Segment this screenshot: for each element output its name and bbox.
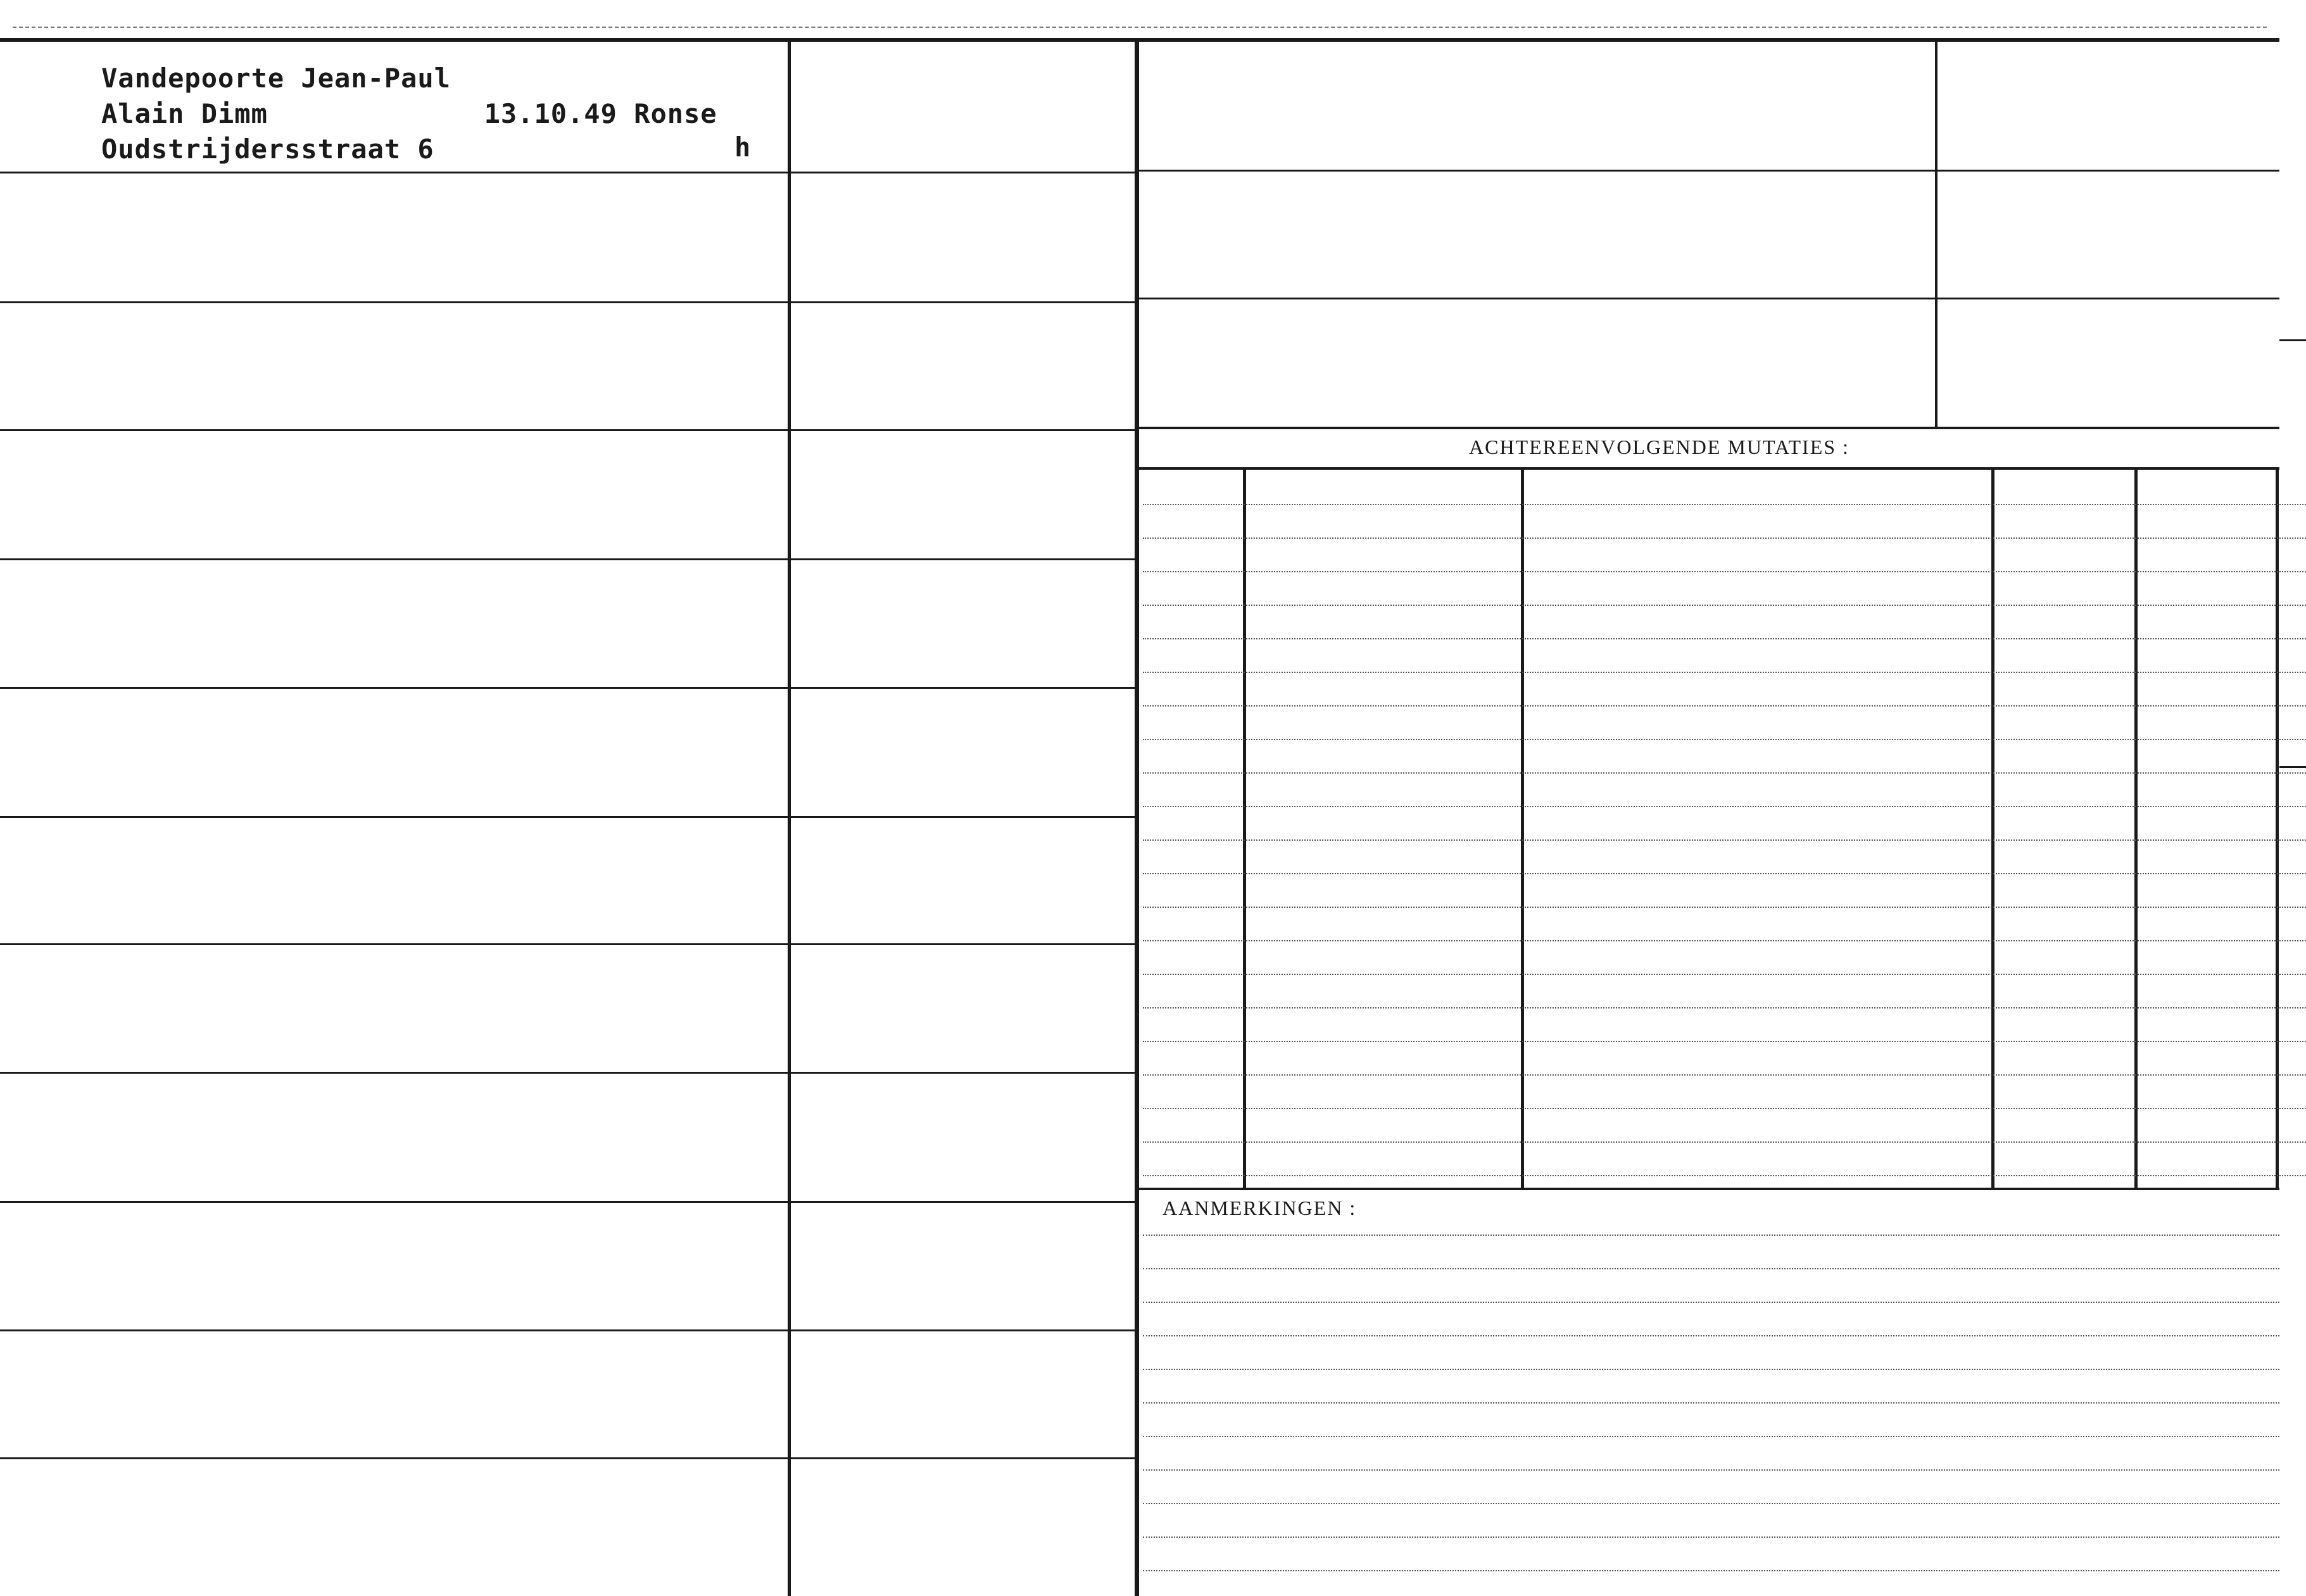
left-row-rule xyxy=(0,301,1135,303)
right-upper-bottom xyxy=(1139,427,2279,429)
mutations-line xyxy=(1143,1074,2306,1076)
mutations-line xyxy=(1143,605,2306,606)
remarks-line xyxy=(1143,1436,2279,1437)
edge-tick-1 xyxy=(2279,339,2306,341)
mutations-line xyxy=(1143,940,2306,941)
remarks-line xyxy=(1143,1268,2279,1269)
remarks-line xyxy=(1143,1570,2279,1571)
mutations-line xyxy=(1143,638,2306,639)
left-row-rule xyxy=(0,558,1135,560)
entry-line-name: Vandepoorte Jean-Paul xyxy=(101,63,451,94)
left-row-rule xyxy=(0,1201,1135,1203)
edge-tick-2 xyxy=(2279,766,2306,768)
left-col-divider-2 xyxy=(1135,42,1139,1596)
left-row-rule xyxy=(0,172,1135,173)
mutations-line xyxy=(1143,1108,2306,1109)
left-row-rule xyxy=(0,429,1135,431)
remarks-line xyxy=(1143,1536,2279,1538)
mutations-line xyxy=(1143,1007,2306,1008)
entry-line-address: Oudstrijdersstraat 6 xyxy=(101,134,434,165)
mutations-bottom-rule xyxy=(1139,1188,2279,1190)
remarks-line xyxy=(1143,1503,2279,1504)
mutations-line xyxy=(1143,571,2306,572)
left-row-rule xyxy=(0,1457,1135,1459)
mutations-line xyxy=(1143,974,2306,975)
mutations-line xyxy=(1143,873,2306,874)
mutations-line xyxy=(1143,1141,2306,1143)
remarks-heading: AANMERKINGEN : xyxy=(1162,1197,1357,1219)
mutations-col-divider xyxy=(2134,470,2138,1188)
mutations-col-divider xyxy=(2276,470,2279,1188)
mutations-line xyxy=(1143,537,2306,539)
remarks-line xyxy=(1143,1402,2279,1404)
left-row-rule xyxy=(0,1072,1135,1074)
mutations-line xyxy=(1143,1041,2306,1042)
mutations-line xyxy=(1143,839,2306,841)
top-border xyxy=(0,38,2279,42)
left-row-rule xyxy=(0,1329,1135,1331)
mutations-line xyxy=(1143,739,2306,740)
mutations-line xyxy=(1143,504,2306,505)
left-row-rule xyxy=(0,816,1135,818)
remarks-line xyxy=(1143,1335,2279,1336)
entry-line-birth: Alain Dimm 13.10.49 Ronse xyxy=(101,98,717,129)
mutations-col-divider xyxy=(1521,470,1524,1188)
remarks-line xyxy=(1143,1235,2279,1236)
mutations-line xyxy=(1143,772,2306,774)
typed-registry-entry xyxy=(101,61,717,167)
left-row-rule xyxy=(0,687,1135,689)
mutations-line xyxy=(1143,1175,2306,1176)
mutations-col-divider xyxy=(1991,470,1994,1188)
remarks-line xyxy=(1143,1369,2279,1370)
left-row-rule xyxy=(0,943,1135,945)
remarks-line xyxy=(1143,1469,2279,1471)
mutations-header-rule xyxy=(1139,467,2279,470)
mutations-col-divider xyxy=(1243,470,1246,1188)
top-dashed-edge xyxy=(13,27,2267,28)
entry-code: h xyxy=(734,132,751,163)
mutations-heading: ACHTEREENVOLGENDE MUTATIES : xyxy=(1469,436,1849,458)
mutations-line xyxy=(1143,806,2306,807)
mutations-line xyxy=(1143,672,2306,673)
mutations-line xyxy=(1143,907,2306,908)
left-col-divider-1 xyxy=(788,42,791,1596)
right-upper-row-1 xyxy=(1139,170,2279,172)
remarks-line xyxy=(1143,1302,2279,1303)
mutations-line xyxy=(1143,705,2306,707)
right-upper-row-2 xyxy=(1139,298,2279,299)
right-upper-divider xyxy=(1935,42,1937,427)
